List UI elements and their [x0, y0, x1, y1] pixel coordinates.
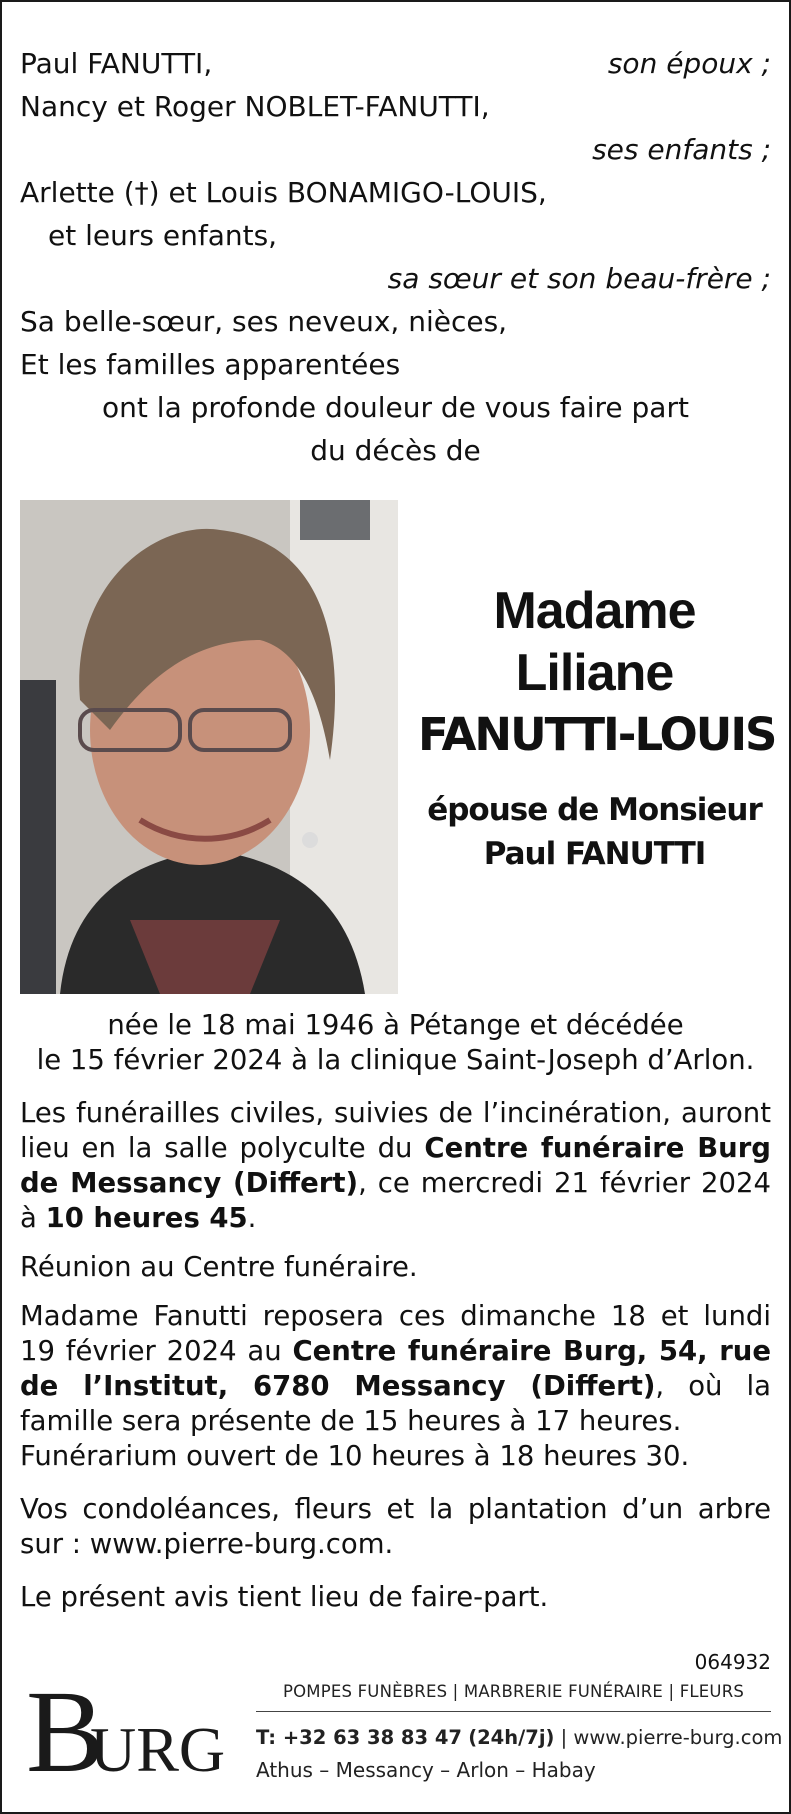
- contact-line: [256, 1726, 783, 1749]
- family-list: [20, 42, 771, 472]
- funeral-paragraph: [20, 1096, 771, 1236]
- footer-divider: [256, 1711, 771, 1712]
- deceased-first-name: Liliane: [515, 644, 674, 702]
- announcement-line: ont la profonde douleur de vous faire part: [102, 391, 689, 424]
- children-name: Nancy et Roger NOBLET-FANUTTI,: [20, 90, 490, 123]
- family-line-spouse: [20, 42, 771, 85]
- portrait-photo: [20, 500, 398, 994]
- phone-hours: (24h/7j): [468, 1726, 555, 1749]
- viewing-text-c: , où la famille sera présente de 15 heures à 17 heures.: [20, 1370, 771, 1437]
- deceased-title: Madame: [493, 582, 696, 640]
- funeral-text-e: .: [247, 1202, 257, 1234]
- funeral-venue: Centre funéraire Burg de Messancy (Differt): [20, 1132, 771, 1199]
- notice-body: [20, 1008, 771, 1615]
- towns-line: Athus – Messancy – Arlon – Habay: [256, 1758, 596, 1782]
- burg-logo-icon: [26, 1676, 226, 1786]
- burg-logo: [26, 1676, 226, 1786]
- funeral-text-a: Les funérailles civiles, suivies de l’incinération, auront lieu en la salle polyculte du: [20, 1097, 771, 1164]
- reference-number: 064932: [694, 1650, 771, 1674]
- sister-children: et leurs enfants,: [48, 219, 278, 252]
- sister-relation: sa sœur et son beau-frère ;: [387, 262, 771, 295]
- phone-number: T: +32 63 38 83 47: [256, 1726, 462, 1749]
- viewing-text-a: Madame Fanutti reposera ces dimanche 18 et lundi 19 février 2024 au: [20, 1300, 771, 1367]
- sister-name: Arlette (†) et Louis BONAMIGO-LOUIS,: [20, 176, 547, 209]
- death-of-line: du décès de: [310, 434, 481, 467]
- spouse-name: Paul FANUTTI,: [20, 47, 213, 80]
- funeral-text-c: , ce mercredi 21 février 2024 à: [20, 1167, 771, 1234]
- meeting-paragraph: Réunion au Centre funéraire.: [20, 1251, 418, 1283]
- spouse-of-line2: Paul FANUTTI: [483, 836, 706, 872]
- in-laws-line: Sa belle-sœur, ses neveux, nièces,: [20, 305, 508, 338]
- families-line: Et les familles apparentées: [20, 348, 401, 381]
- website-link[interactable]: www.pierre-burg.com: [573, 1726, 783, 1749]
- deceased-surname: FANUTTI-LOUIS: [418, 708, 776, 761]
- viewing-address: Centre funéraire Burg, 54, rue de l’Institut, 6780 Messancy (Differt): [20, 1335, 771, 1402]
- funeral-time: 10 heures 45: [45, 1202, 248, 1234]
- svg-text:URG: URG: [90, 1714, 226, 1785]
- services-line: POMPES FUNÈBRES | MARBRERIE FUNÉRAIRE | FLEURS: [282, 1682, 745, 1701]
- spouse-relation: son époux ;: [607, 47, 771, 80]
- death-line: le 15 février 2024 à la clinique Saint-Joseph d’Arlon.: [36, 1044, 755, 1076]
- notice-disclaimer: Le présent avis tient lieu de faire-part.: [20, 1581, 549, 1613]
- svg-text:B: B: [26, 1676, 105, 1786]
- birth-line: née le 18 mai 1946 à Pétange et décédée: [107, 1009, 684, 1041]
- portrait-illustration: [20, 500, 398, 994]
- spouse-of: [418, 788, 771, 876]
- deceased-name-block: [418, 580, 776, 876]
- viewing-paragraph: [20, 1299, 771, 1439]
- contact-separator: |: [560, 1726, 568, 1749]
- funerarium-hours: Funérarium ouvert de 10 heures à 18 heures 30.: [20, 1440, 690, 1472]
- spouse-of-line1: épouse de Monsieur: [427, 792, 762, 828]
- birth-death-info: [20, 1008, 771, 1078]
- children-relation: ses enfants ;: [592, 133, 771, 166]
- condolences-paragraph: Vos condoléances, fleurs et la plantation d’un arbre sur : www.pierre-burg.com.: [20, 1493, 771, 1560]
